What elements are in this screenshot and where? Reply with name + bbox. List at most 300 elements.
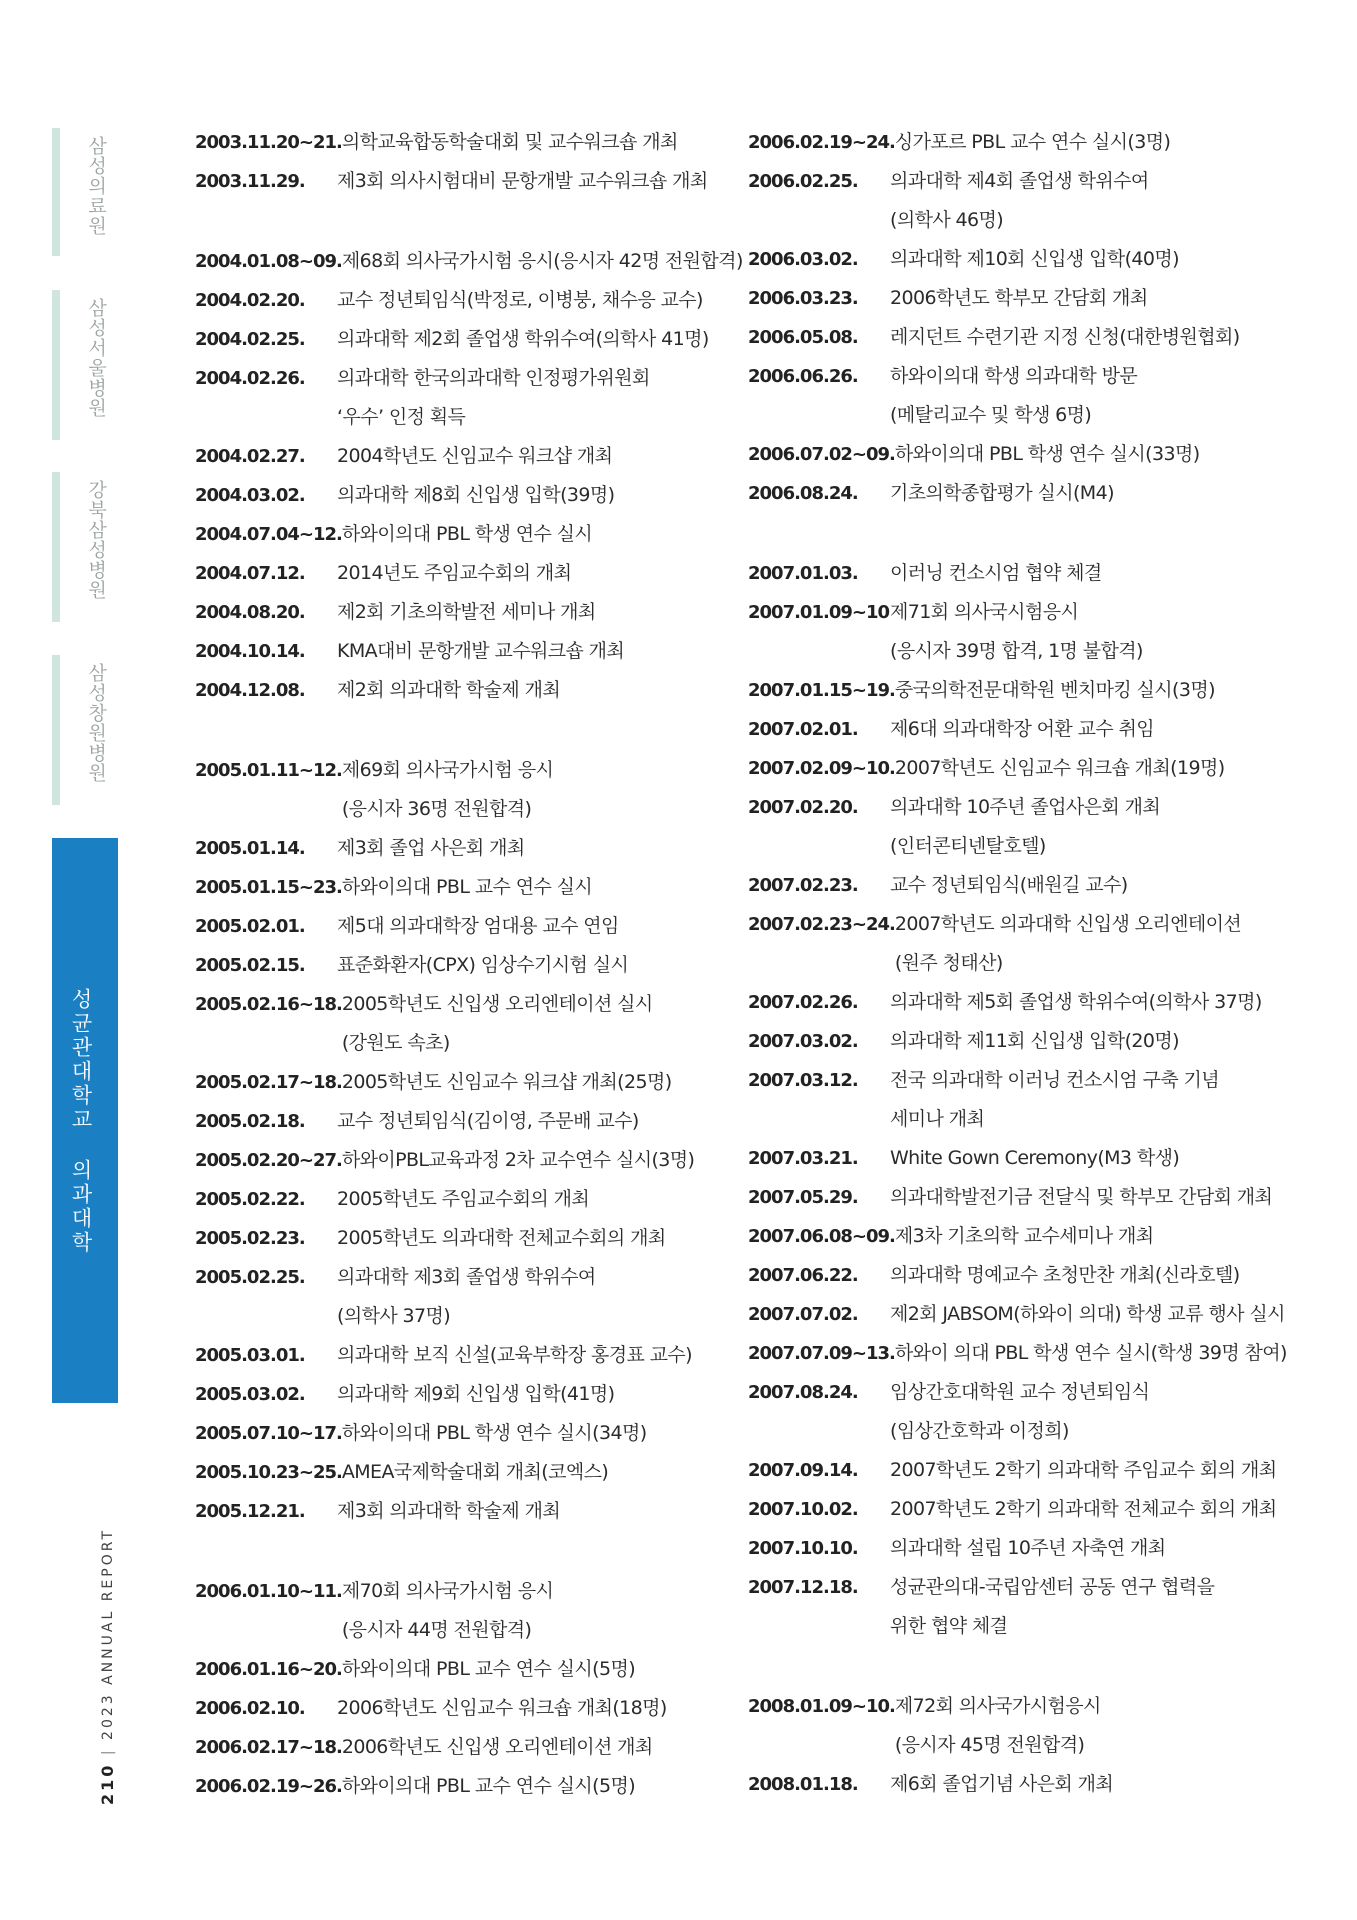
entry-date: 2007.03.21. bbox=[748, 1148, 858, 1169]
entry-line: 2006학년도 학부모 간담회 개최 bbox=[890, 287, 1148, 309]
tab-indicator bbox=[52, 290, 60, 440]
entry-line: 2007학년도 의과대학 신입생 오리엔테이션 bbox=[894, 913, 1242, 935]
timeline-entry bbox=[195, 1728, 735, 1767]
timeline-entry bbox=[748, 1139, 1308, 1178]
timeline-entry bbox=[195, 985, 735, 1063]
timeline-entry bbox=[195, 162, 735, 201]
timeline-entry bbox=[748, 1022, 1308, 1061]
entry-text bbox=[890, 1295, 1308, 1334]
timeline-entry bbox=[195, 437, 735, 476]
timeline-entry bbox=[748, 318, 1308, 357]
entry-line: 성균관의대-국립암센터 공동 연구 협력을 bbox=[890, 1576, 1215, 1598]
entry-date: 2005.02.18. bbox=[195, 1111, 305, 1132]
entry-line: (응시자 39명 합격, 1명 불합격) bbox=[890, 640, 1143, 662]
entry-line: (임상간호학과 이정희) bbox=[890, 1420, 1069, 1442]
entry-date: 2004.03.02. bbox=[195, 485, 305, 506]
entry-line: 하와이의대 PBL 학생 연수 실시 bbox=[341, 523, 593, 545]
sidebar-tab-samsung-medical-center[interactable] bbox=[52, 128, 118, 256]
entry-date: 2007.02.20. bbox=[748, 797, 858, 818]
timeline-entry bbox=[195, 1650, 735, 1689]
entry-text bbox=[337, 829, 735, 868]
entry-line: (원주 청태산) bbox=[894, 952, 1003, 974]
entry-date: 2007.01.09~10 bbox=[748, 602, 890, 623]
entry-text bbox=[342, 1063, 735, 1102]
entry-line: 2007학년도 2학기 의과대학 전체교수 회의 개최 bbox=[890, 1498, 1277, 1520]
entry-text bbox=[342, 242, 743, 281]
timeline-entry bbox=[748, 554, 1308, 593]
entry-line: 의과대학 제10회 신입생 입학(40명) bbox=[890, 248, 1179, 270]
entry-date: 2007.12.18. bbox=[748, 1577, 858, 1598]
timeline-entry bbox=[748, 279, 1308, 318]
timeline-entry bbox=[195, 1767, 735, 1806]
timeline-entry bbox=[195, 359, 735, 437]
entry-text bbox=[337, 1180, 735, 1219]
timeline-entry bbox=[748, 1061, 1308, 1139]
entry-line: 이러닝 컨소시엄 협약 체결 bbox=[890, 562, 1102, 584]
timeline-entry bbox=[748, 1256, 1308, 1295]
entry-line: (메탈리교수 및 학생 6명) bbox=[890, 404, 1092, 426]
entry-line: 하와이의대 PBL 학생 연수 실시(34명) bbox=[341, 1422, 647, 1444]
entry-text bbox=[890, 1568, 1308, 1646]
timeline-entry bbox=[195, 476, 735, 515]
timeline-entry bbox=[748, 357, 1308, 435]
timeline-entry bbox=[195, 829, 735, 868]
entry-line: 위한 협약 체결 bbox=[890, 1615, 1008, 1637]
entry-line: 제71회 의사국시험응시 bbox=[890, 601, 1079, 623]
entry-line: 싱가포르 PBL 교수 연수 실시(3명) bbox=[894, 131, 1171, 153]
sidebar-tab-skku-medicine[interactable] bbox=[52, 838, 118, 1403]
timeline-entry bbox=[748, 1373, 1308, 1451]
timeline-entry bbox=[195, 751, 735, 829]
timeline-entry bbox=[748, 123, 1308, 162]
entry-text bbox=[337, 1258, 735, 1336]
entry-text bbox=[895, 435, 1308, 474]
tab-indicator bbox=[52, 655, 60, 805]
entry-date: 2007.06.08~09. bbox=[748, 1226, 895, 1247]
entry-text bbox=[890, 162, 1308, 240]
timeline-entry bbox=[748, 983, 1308, 1022]
footer-separator: | bbox=[100, 1747, 116, 1756]
entry-line: 2005학년도 신입생 오리엔테이션 실시 bbox=[341, 993, 653, 1015]
entry-line: 제6회 졸업기념 사은회 개최 bbox=[890, 1773, 1114, 1795]
entry-line: 2014년도 주임교수회의 개최 bbox=[337, 562, 572, 584]
timeline-right-column bbox=[748, 123, 1308, 1804]
entry-date: 2006.02.10. bbox=[195, 1698, 305, 1719]
timeline-entry bbox=[195, 907, 735, 946]
entry-line: 2005학년도 의과대학 전체교수회의 개최 bbox=[337, 1227, 666, 1249]
entry-line: 표준화환자(CPX) 임상수기시험 실시 bbox=[337, 954, 629, 976]
entry-line: 레지던트 수련기관 지정 신청(대한병원협회) bbox=[890, 326, 1240, 348]
entry-date: 2005.02.17~18. bbox=[195, 1072, 342, 1093]
entry-line: KMA대비 문항개발 교수워크숍 개최 bbox=[337, 640, 625, 662]
timeline-entry bbox=[195, 1492, 735, 1531]
entry-date: 2007.03.12. bbox=[748, 1070, 858, 1091]
entry-date: 2006.02.25. bbox=[748, 171, 858, 192]
entry-text bbox=[337, 437, 735, 476]
timeline-entry bbox=[748, 1687, 1308, 1765]
entry-date: 2007.07.02. bbox=[748, 1304, 858, 1325]
entry-line: (응시자 45명 전원합격) bbox=[894, 1734, 1085, 1756]
entry-text bbox=[890, 1451, 1308, 1490]
timeline-left-column bbox=[195, 123, 743, 1806]
entry-line: 하와이의대 PBL 교수 연수 실시(5명) bbox=[341, 1775, 636, 1797]
entry-text bbox=[337, 162, 735, 201]
entry-line: 의과대학 설립 10주년 자축연 개최 bbox=[890, 1537, 1166, 1559]
entry-text bbox=[890, 1178, 1308, 1217]
entry-text bbox=[890, 1061, 1308, 1139]
timeline-entry bbox=[195, 1219, 735, 1258]
entry-date: 2006.05.08. bbox=[748, 327, 858, 348]
entry-line: 의과대학 한국의과대학 인정평가위원회 bbox=[337, 367, 650, 389]
entry-text bbox=[890, 788, 1308, 866]
entry-date: 2005.01.11~12. bbox=[195, 760, 342, 781]
entry-line: 제3회 졸업 사은회 개최 bbox=[337, 837, 525, 859]
entry-line: 의과대학 제3회 졸업생 학위수여 bbox=[337, 1266, 596, 1288]
entry-line: 세미나 개최 bbox=[890, 1108, 985, 1130]
entry-date: 2004.07.12. bbox=[195, 563, 305, 584]
entry-line: 의과대학 제4회 졸업생 학위수여 bbox=[890, 170, 1149, 192]
entry-text bbox=[337, 907, 735, 946]
entry-text bbox=[342, 1414, 735, 1453]
timeline-entry bbox=[195, 1336, 735, 1375]
entry-date: 2004.07.04~12. bbox=[195, 524, 342, 545]
entry-line: 하와이의대 학생 의과대학 방문 bbox=[890, 365, 1138, 387]
timeline-entry bbox=[748, 1178, 1308, 1217]
sidebar-tab-label: 성균관대학교 의과대학 bbox=[69, 988, 93, 1255]
entry-date: 2008.01.18. bbox=[748, 1774, 858, 1795]
entry-text bbox=[342, 515, 735, 554]
timeline-entry bbox=[748, 1529, 1308, 1568]
timeline-entry bbox=[748, 1490, 1308, 1529]
entry-text bbox=[342, 1453, 735, 1492]
entry-line: 의과대학 명예교수 초청만찬 개최(신라호텔) bbox=[890, 1264, 1240, 1286]
timeline-entry bbox=[195, 1572, 735, 1650]
entry-text bbox=[890, 1022, 1308, 1061]
entry-date: 2007.01.03. bbox=[748, 563, 858, 584]
entry-date: 2007.01.15~19. bbox=[748, 680, 895, 701]
entry-date: 2005.01.15~23. bbox=[195, 877, 342, 898]
entry-text bbox=[890, 1490, 1308, 1529]
timeline-entry bbox=[748, 474, 1308, 513]
entry-text bbox=[890, 474, 1308, 513]
timeline-entry bbox=[195, 554, 735, 593]
timeline-entry bbox=[748, 593, 1308, 671]
entry-date: 2004.10.14. bbox=[195, 641, 305, 662]
entry-date: 2005.03.01. bbox=[195, 1345, 305, 1366]
entry-date: 2008.01.09~10. bbox=[748, 1696, 895, 1717]
entry-line: 제3회 의과대학 학술제 개최 bbox=[337, 1500, 561, 1522]
entry-line: 교수 정년퇴임식(배원길 교수) bbox=[890, 874, 1128, 896]
entry-date: 2005.02.01. bbox=[195, 916, 305, 937]
entry-text bbox=[342, 1141, 735, 1180]
entry-text bbox=[890, 357, 1308, 435]
timeline-entry bbox=[748, 1451, 1308, 1490]
timeline-entry bbox=[195, 1141, 735, 1180]
entry-date: 2007.02.01. bbox=[748, 719, 858, 740]
entry-line: 제2회 의과대학 학술제 개최 bbox=[337, 679, 561, 701]
entry-date: 2007.03.02. bbox=[748, 1031, 858, 1052]
timeline-entry bbox=[195, 946, 735, 985]
entry-date: 2005.02.20~27. bbox=[195, 1150, 342, 1171]
entry-date: 2006.01.16~20. bbox=[195, 1659, 342, 1680]
timeline-entry bbox=[748, 1217, 1308, 1256]
entry-text bbox=[342, 1650, 735, 1689]
entry-text bbox=[337, 476, 735, 515]
entry-date: 2007.08.24. bbox=[748, 1382, 858, 1403]
timeline-entry bbox=[748, 162, 1308, 240]
entry-text bbox=[895, 1334, 1308, 1373]
timeline-entry bbox=[195, 515, 735, 554]
entry-line: 하와이의대 PBL 교수 연수 실시 bbox=[341, 876, 593, 898]
entry-text bbox=[337, 671, 735, 710]
timeline-entry bbox=[195, 1375, 735, 1414]
tab-indicator bbox=[52, 128, 60, 256]
entry-date: 2003.11.20~21. bbox=[195, 132, 342, 153]
entry-text bbox=[890, 554, 1308, 593]
entry-line: 의과대학 제2회 졸업생 학위수여(의학사 41명) bbox=[337, 328, 709, 350]
page-footer bbox=[98, 1527, 117, 1805]
sidebar-tab-samsung-seoul-hospital[interactable] bbox=[52, 290, 118, 440]
timeline-entry bbox=[195, 123, 735, 162]
entry-line: 제69회 의사국가시험 응시 bbox=[341, 759, 554, 781]
entry-date: 2005.02.25. bbox=[195, 1267, 305, 1288]
entry-date: 2006.08.24. bbox=[748, 483, 858, 504]
entry-line: 하와이의대 PBL 학생 연수 실시(33명) bbox=[894, 443, 1200, 465]
tab-indicator bbox=[52, 472, 60, 622]
entry-date: 2007.06.22. bbox=[748, 1265, 858, 1286]
entry-line: 교수 정년퇴임식(박정로, 이병붕, 채수응 교수) bbox=[337, 289, 703, 311]
entry-date: 2004.02.27. bbox=[195, 446, 305, 467]
entry-date: 2007.02.23~24. bbox=[748, 914, 895, 935]
timeline-entry bbox=[195, 242, 743, 281]
entry-line: 하와이 의대 PBL 학생 연수 실시(학생 39명 참여) bbox=[894, 1342, 1287, 1364]
entry-line: 의학교육합동학술대회 및 교수워크숍 개최 bbox=[341, 131, 678, 153]
entry-text bbox=[337, 359, 735, 437]
entry-line: 제72회 의사국가시험응시 bbox=[894, 1695, 1101, 1717]
entry-date: 2007.10.02. bbox=[748, 1499, 858, 1520]
entry-text bbox=[890, 318, 1308, 357]
entry-line: ‘우수’ 인정 획득 bbox=[337, 406, 466, 428]
entry-text bbox=[337, 632, 735, 671]
entry-line: 2005학년도 신임교수 워크샵 개최(25명) bbox=[341, 1071, 672, 1093]
timeline-entry bbox=[748, 788, 1308, 866]
entry-text bbox=[342, 123, 735, 162]
entry-date: 2007.09.14. bbox=[748, 1460, 858, 1481]
timeline-entry bbox=[195, 868, 735, 907]
entry-text bbox=[895, 905, 1308, 983]
timeline-entry bbox=[195, 632, 735, 671]
entry-text bbox=[337, 320, 735, 359]
entry-date: 2007.02.26. bbox=[748, 992, 858, 1013]
entry-text bbox=[337, 1375, 735, 1414]
entry-line: (응시자 36명 전원합격) bbox=[341, 798, 532, 820]
sidebar-tab-label: 강북삼성병원 bbox=[85, 480, 107, 600]
timeline-entry bbox=[748, 1295, 1308, 1334]
entry-date: 2005.02.16~18. bbox=[195, 994, 342, 1015]
entry-text bbox=[890, 1139, 1308, 1178]
sidebar-tab-kangbuk-samsung-hospital[interactable] bbox=[52, 472, 118, 622]
entry-date: 2006.03.02. bbox=[748, 249, 858, 270]
entry-text bbox=[895, 123, 1308, 162]
entry-text bbox=[890, 866, 1308, 905]
report-title: 2023 ANNUAL REPORT bbox=[100, 1527, 116, 1740]
timeline-entry bbox=[748, 905, 1308, 983]
entry-text bbox=[890, 983, 1308, 1022]
entry-line: 하와이PBL교육과정 2차 교수연수 실시(3명) bbox=[341, 1149, 695, 1171]
entry-line: 2006학년도 신입생 오리엔테이션 개최 bbox=[341, 1736, 653, 1758]
entry-text bbox=[337, 946, 735, 985]
entry-line: (응시자 44명 전원합격) bbox=[341, 1619, 532, 1641]
entry-date: 2004.02.26. bbox=[195, 368, 305, 389]
timeline-entry bbox=[195, 1063, 735, 1102]
entry-date: 2005.03.02. bbox=[195, 1384, 305, 1405]
entry-line: 전국 의과대학 이러닝 컨소시엄 구축 기념 bbox=[890, 1069, 1220, 1091]
entry-line: 제5대 의과대학장 엄대용 교수 연임 bbox=[337, 915, 619, 937]
entry-text bbox=[895, 1687, 1308, 1765]
entry-line: 임상간호대학원 교수 정년퇴임식 bbox=[890, 1381, 1150, 1403]
entry-text bbox=[895, 671, 1308, 710]
timeline-entry bbox=[195, 1180, 735, 1219]
entry-text bbox=[895, 1217, 1308, 1256]
entry-date: 2005.02.15. bbox=[195, 955, 305, 976]
entry-text bbox=[342, 985, 735, 1063]
entry-date: 2006.02.19~24. bbox=[748, 132, 895, 153]
entry-date: 2007.10.10. bbox=[748, 1538, 858, 1559]
timeline-entry bbox=[748, 240, 1308, 279]
entry-line: 제6대 의과대학장 어환 교수 취임 bbox=[890, 718, 1155, 740]
entry-text bbox=[337, 1689, 735, 1728]
timeline-entry bbox=[195, 1453, 735, 1492]
entry-date: 2007.05.29. bbox=[748, 1187, 858, 1208]
entry-date: 2007.02.23. bbox=[748, 875, 858, 896]
entry-date: 2005.12.21. bbox=[195, 1501, 305, 1522]
entry-line: 의과대학 제5회 졸업생 학위수여(의학사 37명) bbox=[890, 991, 1262, 1013]
timeline-entry bbox=[748, 749, 1308, 788]
entry-line: 제3차 기초의학 교수세미나 개최 bbox=[894, 1225, 1154, 1247]
entry-text bbox=[342, 1728, 735, 1767]
entry-date: 2004.02.25. bbox=[195, 329, 305, 350]
entry-date: 2005.01.14. bbox=[195, 838, 305, 859]
sidebar-tab-label: 삼성의료원 bbox=[85, 136, 107, 236]
entry-date: 2005.02.23. bbox=[195, 1228, 305, 1249]
entry-line: (의학사 46명) bbox=[890, 209, 1004, 231]
timeline-entry bbox=[748, 1334, 1308, 1373]
entry-date: 2006.06.26. bbox=[748, 366, 858, 387]
entry-line: (강원도 속초) bbox=[341, 1032, 450, 1054]
entry-line: (의학사 37명) bbox=[337, 1305, 451, 1327]
entry-text bbox=[342, 1572, 735, 1650]
entry-date: 2004.12.08. bbox=[195, 680, 305, 701]
entry-line: AMEA국제학술대회 개최(코엑스) bbox=[341, 1461, 609, 1483]
timeline-entry bbox=[748, 1765, 1308, 1804]
entry-date: 2005.02.22. bbox=[195, 1189, 305, 1210]
timeline-entry bbox=[195, 1689, 735, 1728]
sidebar-tab-samsung-changwon-hospital[interactable] bbox=[52, 655, 118, 805]
entry-text bbox=[337, 281, 735, 320]
entry-line: 2007학년도 신임교수 워크숍 개최(19명) bbox=[894, 757, 1225, 779]
entry-date: 2006.03.23. bbox=[748, 288, 858, 309]
entry-date: 2004.08.20. bbox=[195, 602, 305, 623]
page-number: 210 bbox=[98, 1762, 117, 1805]
entry-line: 제2회 JABSOM(하와이 의대) 학생 교류 행사 실시 bbox=[890, 1303, 1285, 1325]
timeline-entry bbox=[748, 1568, 1308, 1646]
entry-date: 2004.01.08~09. bbox=[195, 251, 342, 272]
entry-line: 2006학년도 신임교수 워크숍 개최(18명) bbox=[337, 1697, 667, 1719]
entry-line: 하와이의대 PBL 교수 연수 실시(5명) bbox=[341, 1658, 636, 1680]
timeline-entry bbox=[748, 710, 1308, 749]
entry-date: 2007.02.09~10. bbox=[748, 758, 895, 779]
entry-date: 2003.11.29. bbox=[195, 171, 305, 192]
entry-line: 의과대학 제9회 신입생 입학(41명) bbox=[337, 1383, 615, 1405]
entry-text bbox=[890, 710, 1308, 749]
entry-line: 의과대학 10주년 졸업사은회 개최 bbox=[890, 796, 1161, 818]
entry-date: 2006.01.10~11. bbox=[195, 1581, 342, 1602]
timeline-entry bbox=[195, 593, 735, 632]
entry-line: 의과대학 보직 신설(교육부학장 홍경표 교수) bbox=[337, 1344, 692, 1366]
entry-line: 의과대학발전기금 전달식 및 학부모 간담회 개최 bbox=[890, 1186, 1273, 1208]
entry-text bbox=[337, 1102, 735, 1141]
entry-line: 기초의학종합평가 실시(M4) bbox=[890, 482, 1114, 504]
entry-text bbox=[337, 554, 735, 593]
timeline-entry bbox=[195, 1414, 735, 1453]
entry-date: 2005.10.23~25. bbox=[195, 1462, 342, 1483]
entry-date: 2006.02.19~26. bbox=[195, 1776, 342, 1797]
timeline-entry bbox=[195, 1258, 735, 1336]
timeline-entry bbox=[195, 281, 735, 320]
entry-text bbox=[890, 593, 1308, 671]
entry-text bbox=[337, 1492, 735, 1531]
entry-text bbox=[337, 593, 735, 632]
entry-line: 2005학년도 주임교수회의 개최 bbox=[337, 1188, 590, 1210]
timeline-entry bbox=[195, 1102, 735, 1141]
entry-text bbox=[890, 279, 1308, 318]
sidebar-tab-label: 삼성창원병원 bbox=[85, 663, 107, 783]
entry-line: 제68회 의사국가시험 응시(응시자 42명 전원합격) bbox=[341, 250, 743, 272]
entry-text bbox=[890, 1529, 1308, 1568]
timeline-entry bbox=[748, 866, 1308, 905]
entry-date: 2006.07.02~09. bbox=[748, 444, 895, 465]
entry-date: 2007.07.09~13. bbox=[748, 1343, 895, 1364]
entry-line: White Gown Ceremony(M3 학생) bbox=[890, 1147, 1180, 1169]
entry-line: 의과대학 제11회 신입생 입학(20명) bbox=[890, 1030, 1179, 1052]
timeline-entry bbox=[195, 671, 735, 710]
entry-line: 의과대학 제8회 신입생 입학(39명) bbox=[337, 484, 615, 506]
timeline-entry bbox=[195, 320, 735, 359]
entry-line: (인터콘티넨탈호텔) bbox=[890, 835, 1046, 857]
entry-text bbox=[342, 1767, 735, 1806]
entry-line: 2004학년도 신임교수 워크샵 개최 bbox=[337, 445, 613, 467]
entry-line: 제70회 의사국가시험 응시 bbox=[341, 1580, 554, 1602]
entry-text bbox=[890, 240, 1308, 279]
entry-text bbox=[890, 1256, 1308, 1295]
entry-date: 2005.07.10~17. bbox=[195, 1423, 342, 1444]
entry-text bbox=[895, 749, 1308, 788]
entry-line: 교수 정년퇴임식(김이영, 주문배 교수) bbox=[337, 1110, 639, 1132]
entry-line: 중국의학전문대학원 벤치마킹 실시(3명) bbox=[894, 679, 1215, 701]
entry-line: 2007학년도 2학기 의과대학 주임교수 회의 개최 bbox=[890, 1459, 1277, 1481]
entry-line: 제3회 의사시험대비 문항개발 교수워크숍 개최 bbox=[337, 170, 708, 192]
timeline-entry bbox=[748, 435, 1308, 474]
entry-text bbox=[342, 868, 735, 907]
timeline-entry bbox=[748, 671, 1308, 710]
entry-text bbox=[890, 1765, 1308, 1804]
entry-text bbox=[337, 1219, 735, 1258]
entry-date: 2004.02.20. bbox=[195, 290, 305, 311]
entry-text bbox=[337, 1336, 735, 1375]
entry-text bbox=[342, 751, 735, 829]
entry-line: 제2회 기초의학발전 세미나 개최 bbox=[337, 601, 596, 623]
sidebar-tab-label: 삼성서울병원 bbox=[85, 298, 107, 418]
